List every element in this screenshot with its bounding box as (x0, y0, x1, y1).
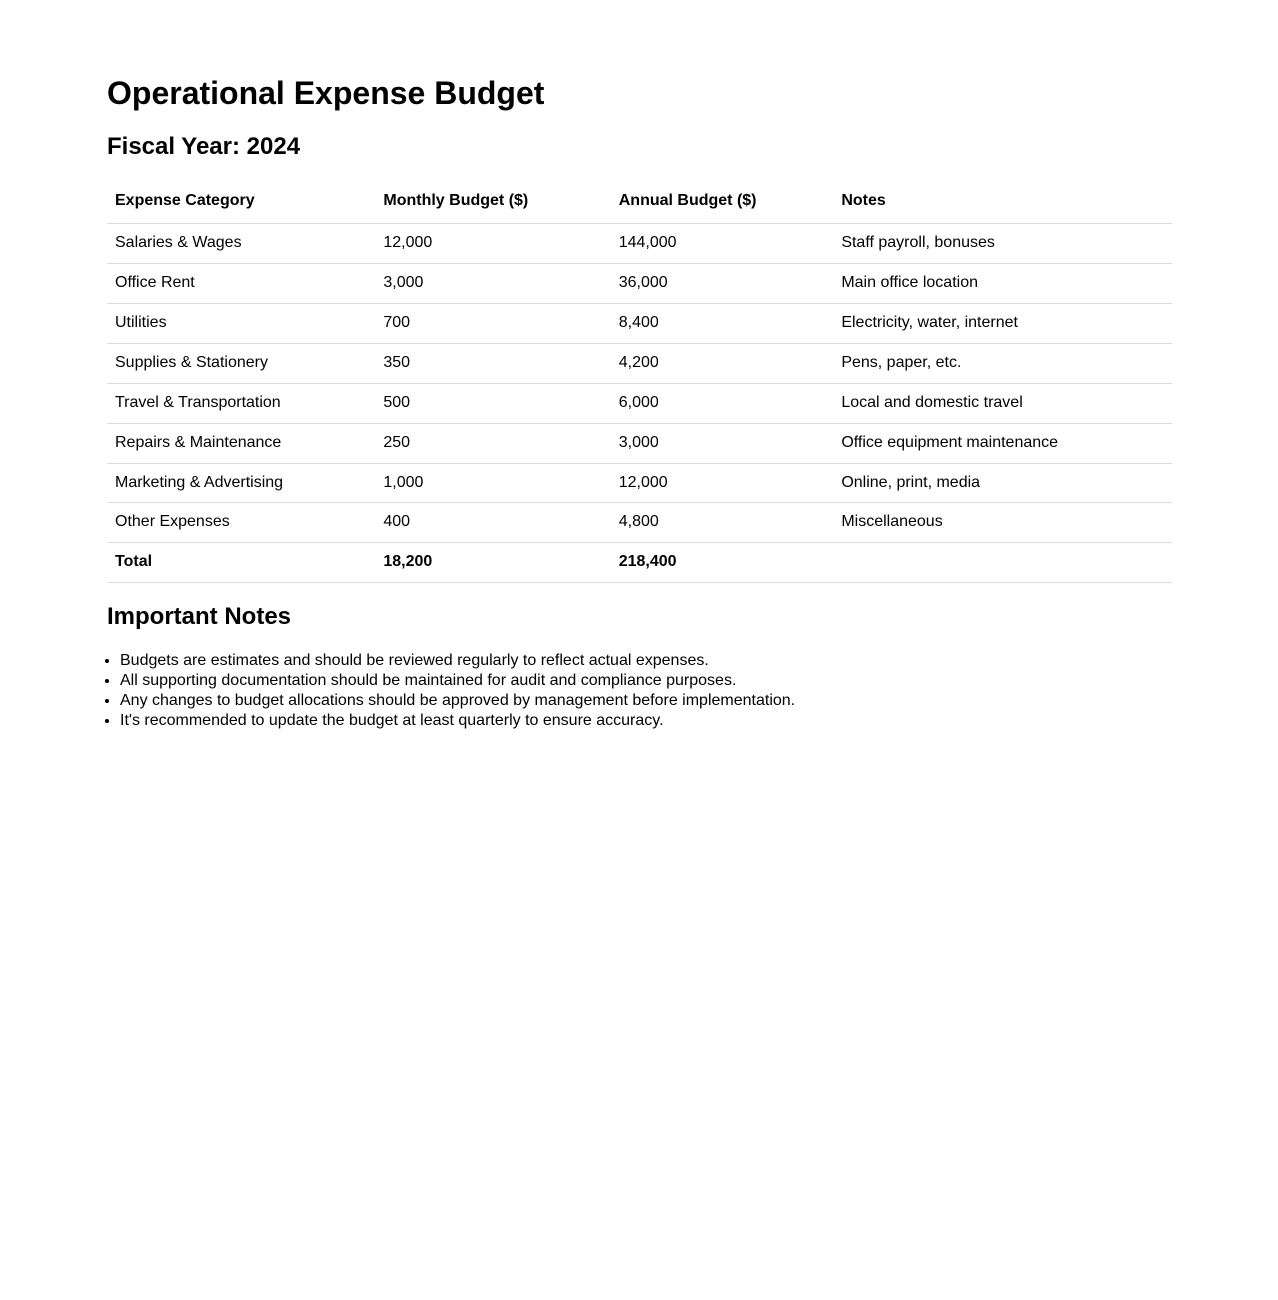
column-header-annual-budget: Annual Budget ($) (611, 180, 834, 223)
cell-annual: 12,000 (611, 463, 834, 503)
table-header-row (107, 180, 1172, 223)
cell-annual: 144,000 (611, 224, 834, 264)
cell-category: Travel & Transportation (107, 383, 375, 423)
cell-category: Salaries & Wages (107, 224, 375, 264)
cell-total-notes (833, 543, 1172, 583)
cell-annual: 4,800 (611, 503, 834, 543)
cell-notes: Main office location (833, 264, 1172, 304)
cell-notes: Electricity, water, internet (833, 304, 1172, 344)
column-header-expense-category: Expense Category (107, 180, 375, 223)
cell-notes: Staff payroll, bonuses (833, 224, 1172, 264)
cell-monthly: 3,000 (375, 264, 610, 304)
cell-monthly: 700 (375, 304, 610, 344)
cell-monthly: 12,000 (375, 224, 610, 264)
table-row (107, 383, 1172, 423)
cell-annual: 6,000 (611, 383, 834, 423)
cell-monthly: 1,000 (375, 463, 610, 503)
table-row (107, 343, 1172, 383)
cell-notes: Pens, paper, etc. (833, 343, 1172, 383)
cell-category: Repairs & Maintenance (107, 423, 375, 463)
cell-total-label: Total (107, 543, 375, 583)
note-item: • Budgets are estimates and should be reviewed regularly to reflect actual expenses. (120, 651, 1172, 671)
cell-monthly: 400 (375, 503, 610, 543)
cell-monthly: 250 (375, 423, 610, 463)
table-row (107, 463, 1172, 503)
cell-category: Other Expenses (107, 503, 375, 543)
note-item: • It's recommended to update the budget at least quarterly to ensure accuracy. (120, 711, 1172, 731)
cell-notes: Online, print, media (833, 463, 1172, 503)
table-row (107, 224, 1172, 264)
cell-total-monthly: 18,200 (375, 543, 610, 583)
cell-notes: Local and domestic travel (833, 383, 1172, 423)
cell-annual: 4,200 (611, 343, 834, 383)
cell-notes: Miscellaneous (833, 503, 1172, 543)
column-header-notes: Notes (833, 180, 1172, 223)
budget-document (107, 75, 1172, 731)
budget-table (107, 180, 1172, 583)
cell-annual: 8,400 (611, 304, 834, 344)
table-row (107, 423, 1172, 463)
note-item: • All supporting documentation should be maintained for audit and compliance purposes. (120, 671, 1172, 691)
cell-annual: 36,000 (611, 264, 834, 304)
note-item: • Any changes to budget allocations should be approved by management before implementation. (120, 691, 1172, 711)
table-row (107, 503, 1172, 543)
cell-annual: 3,000 (611, 423, 834, 463)
table-row (107, 264, 1172, 304)
table-row (107, 304, 1172, 344)
cell-total-annual: 218,400 (611, 543, 834, 583)
cell-monthly: 500 (375, 383, 610, 423)
important-notes-heading: Important Notes (107, 603, 292, 631)
cell-category: Office Rent (107, 264, 375, 304)
cell-monthly: 350 (375, 343, 610, 383)
cell-notes: Office equipment maintenance (833, 423, 1172, 463)
table-total-row (107, 543, 1172, 583)
important-notes-list (107, 651, 1172, 731)
cell-category: Supplies & Stationery (107, 343, 375, 383)
cell-category: Utilities (107, 304, 375, 344)
cell-category: Marketing & Advertising (107, 463, 375, 503)
fiscal-year-subtitle: Fiscal Year: 2024 (107, 132, 301, 160)
page-title: Operational Expense Budget (107, 75, 545, 111)
column-header-monthly-budget: Monthly Budget ($) (375, 180, 610, 223)
